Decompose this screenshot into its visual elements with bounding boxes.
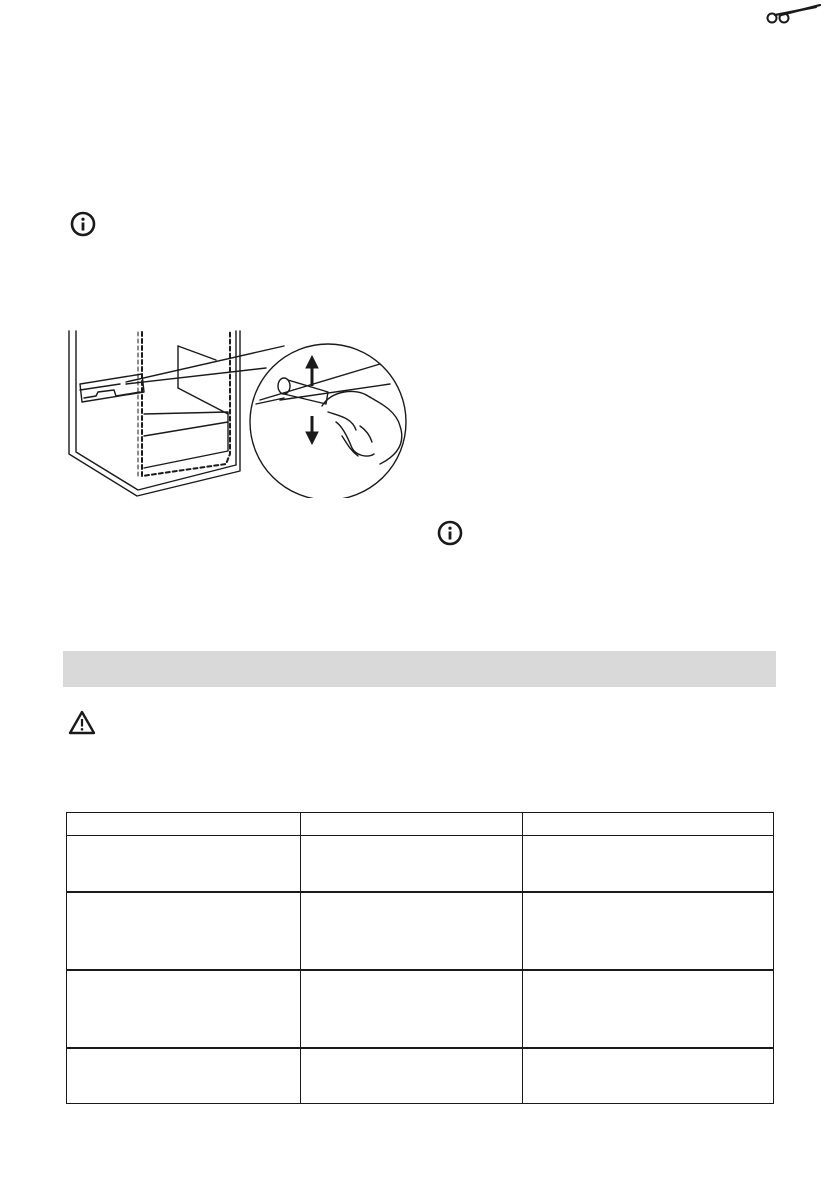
table-header-cell	[67, 813, 301, 836]
table-cell	[67, 1048, 301, 1104]
table-cell	[301, 1048, 523, 1104]
info-icon	[69, 210, 97, 238]
table-cell	[67, 836, 301, 892]
table-cell	[301, 892, 523, 970]
shelf-adjustment-illustration	[60, 326, 410, 498]
info-icon	[436, 519, 464, 547]
table-row	[67, 836, 774, 892]
scissors-icon	[766, 4, 822, 26]
warning-triangle-icon	[68, 710, 96, 735]
troubleshooting-table	[66, 812, 774, 1104]
table-cell	[67, 892, 301, 970]
table-header-cell	[301, 813, 523, 836]
table-cell	[301, 836, 523, 892]
table-header-cell	[523, 813, 774, 836]
table-cell	[523, 892, 774, 970]
table-cell	[301, 970, 523, 1048]
section-heading-bar	[63, 651, 776, 687]
table-cell	[523, 836, 774, 892]
table-row	[67, 1048, 774, 1104]
table-cell	[523, 970, 774, 1048]
table-header-row	[67, 813, 774, 836]
table-row	[67, 892, 774, 970]
table-cell	[523, 1048, 774, 1104]
table-row	[67, 970, 774, 1048]
table-cell	[67, 970, 301, 1048]
